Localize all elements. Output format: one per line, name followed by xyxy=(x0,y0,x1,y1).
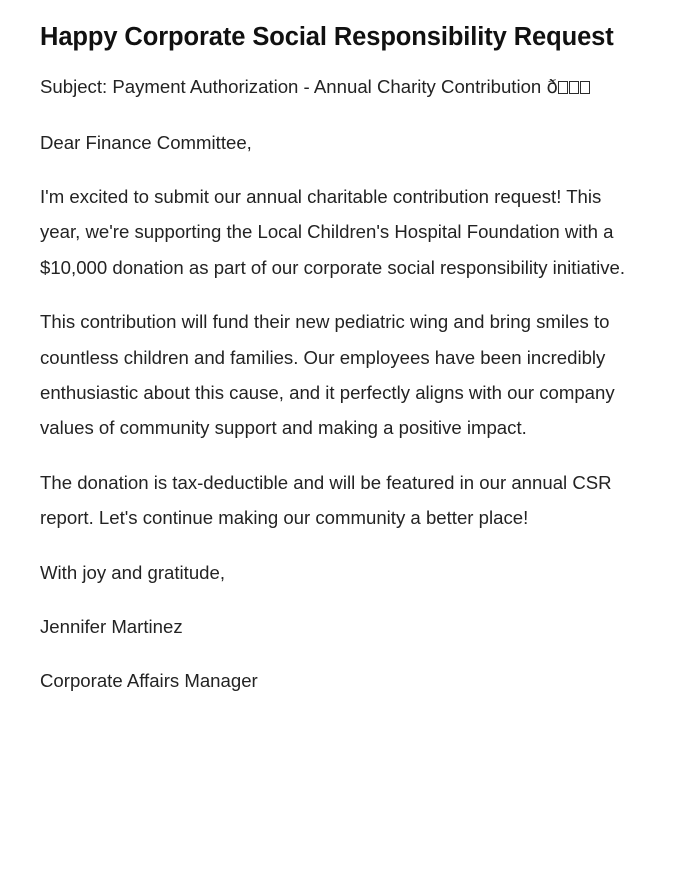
tofu-box-icon xyxy=(569,81,579,94)
mojibake-lead-char: ð xyxy=(546,77,558,99)
body-paragraph-2: This contribution will fund their new pediatric wing and bring smiles to countless children and families. Our employees have been incredibly enthusiastic about this cause, and it perfectly aligns with our company values of community support and making a positive impact. xyxy=(40,311,615,439)
signature-title: Corporate Affairs Manager xyxy=(40,670,258,692)
signature-name: Jennifer Martinez xyxy=(40,615,183,637)
subject-line xyxy=(40,69,640,105)
subject-text: Subject: Payment Authorization - Annual Charity Contribution xyxy=(40,76,542,98)
mojibake-emoji-glyphs xyxy=(546,76,590,97)
page-title: Happy Corporate Social Responsibility Request xyxy=(40,23,614,51)
body-paragraph-3: The donation is tax-deductible and will be featured in our annual CSR report. Let's continue making our community a better place! xyxy=(40,471,612,529)
body-paragraph-1: I'm excited to submit our annual charitable contribution request! This year, we're supporting the Local Children's Hospital Foundation with a $10,000 donation as part of our corporate social responsibility initiative. xyxy=(40,185,626,278)
closing-paragraph: With joy and gratitude, xyxy=(40,561,226,583)
tofu-box-icon xyxy=(558,81,568,94)
salutation-paragraph: Dear Finance Committee, xyxy=(40,131,252,153)
tofu-box-icon xyxy=(580,81,590,94)
document-body xyxy=(40,69,642,699)
